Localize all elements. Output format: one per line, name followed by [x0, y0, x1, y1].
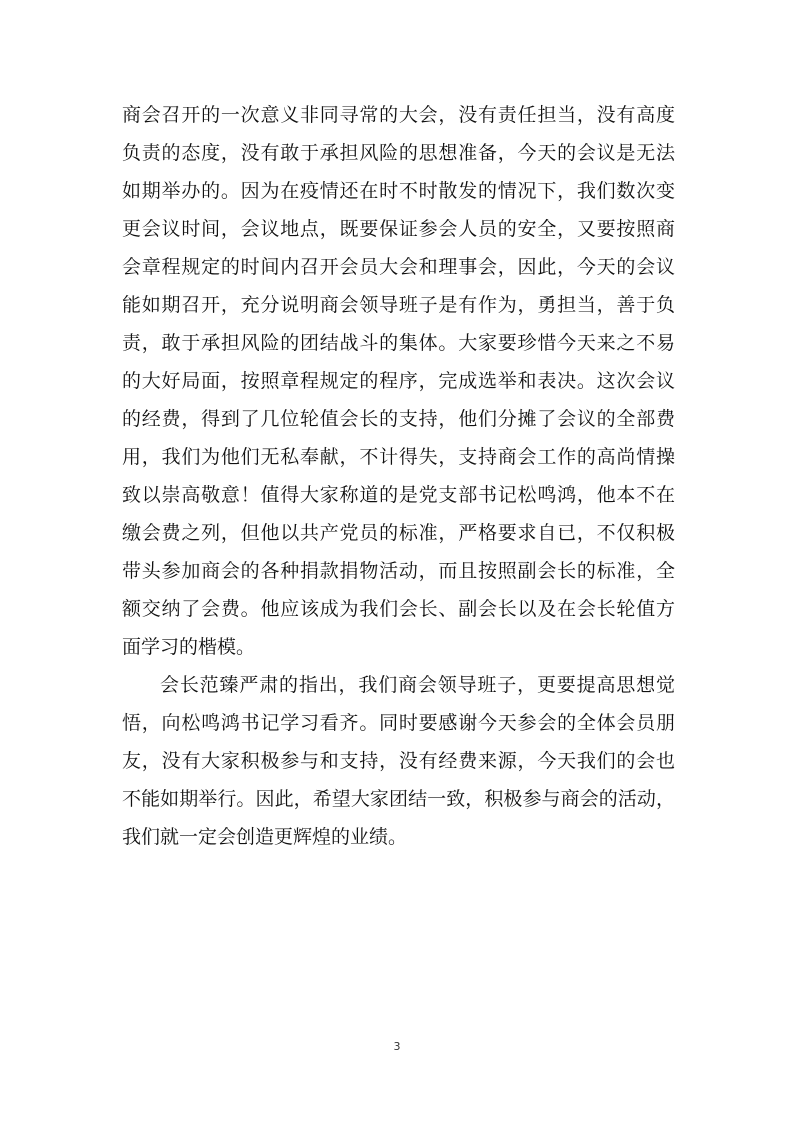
text-line: 会章程规定的时间内召开会员大会和理事会，因此，今天的会议	[122, 256, 675, 278]
document-body	[122, 96, 675, 856]
text-line: 责，敢于承担风险的团结战斗的集体。大家要珍惜今天来之不易	[122, 332, 675, 354]
text-line: 我们就一定会创造更辉煌的业绩。	[122, 826, 408, 848]
text-line: 额交纳了会费。他应该成为我们会长、副会长以及在会长轮值方	[122, 598, 675, 620]
text-line: 商会召开的一次意义非同寻常的大会，没有责任担当，没有高度	[122, 104, 675, 126]
text-line: 更会议时间，会议地点，既要保证参会人员的安全，又要按照商	[122, 218, 675, 240]
text-line: 致以崇高敬意！值得大家称道的是党支部书记松鸣鸿，他本不在	[122, 484, 675, 506]
text-line: 友，没有大家积极参与和支持，没有经费来源，今天我们的会也	[122, 750, 675, 772]
text-line: 的大好局面，按照章程规定的程序，完成选举和表决。这次会议	[122, 370, 675, 392]
text-line: 带头参加商会的各种捐款捐物活动，而且按照副会长的标准，全	[122, 560, 675, 582]
text-line: 不能如期举行。因此，希望大家团结一致，积极参与商会的活动，	[122, 788, 675, 810]
text-line: 面学习的楷模。	[122, 636, 256, 658]
text-line: 悟，向松鸣鸿书记学习看齐。同时要感谢今天参会的全体会员朋	[122, 712, 675, 734]
text-line: 能如期召开，充分说明商会领导班子是有作为，勇担当，善于负	[122, 294, 675, 316]
text-line: 缴会费之列，但他以共产党员的标准，严格要求自已，不仅积极	[122, 522, 675, 544]
page-number: 3	[393, 1040, 401, 1053]
paragraph-1	[122, 96, 675, 666]
text-line: 会长范臻严肃的指出，我们商会领导班子，更要提高思想觉	[160, 674, 675, 696]
text-line: 用，我们为他们无私奉献，不计得失，支持商会工作的高尚情操	[122, 446, 675, 468]
text-line: 如期举办的。因为在疫情还在时不时散发的情况下，我们数次变	[122, 180, 675, 202]
text-line: 的经费，得到了几位轮值会长的支持，他们分摊了会议的全部费	[122, 408, 675, 430]
text-line: 负责的态度，没有敢于承担风险的思想准备，今天的会议是无法	[122, 142, 675, 164]
paragraph-2	[122, 666, 675, 856]
